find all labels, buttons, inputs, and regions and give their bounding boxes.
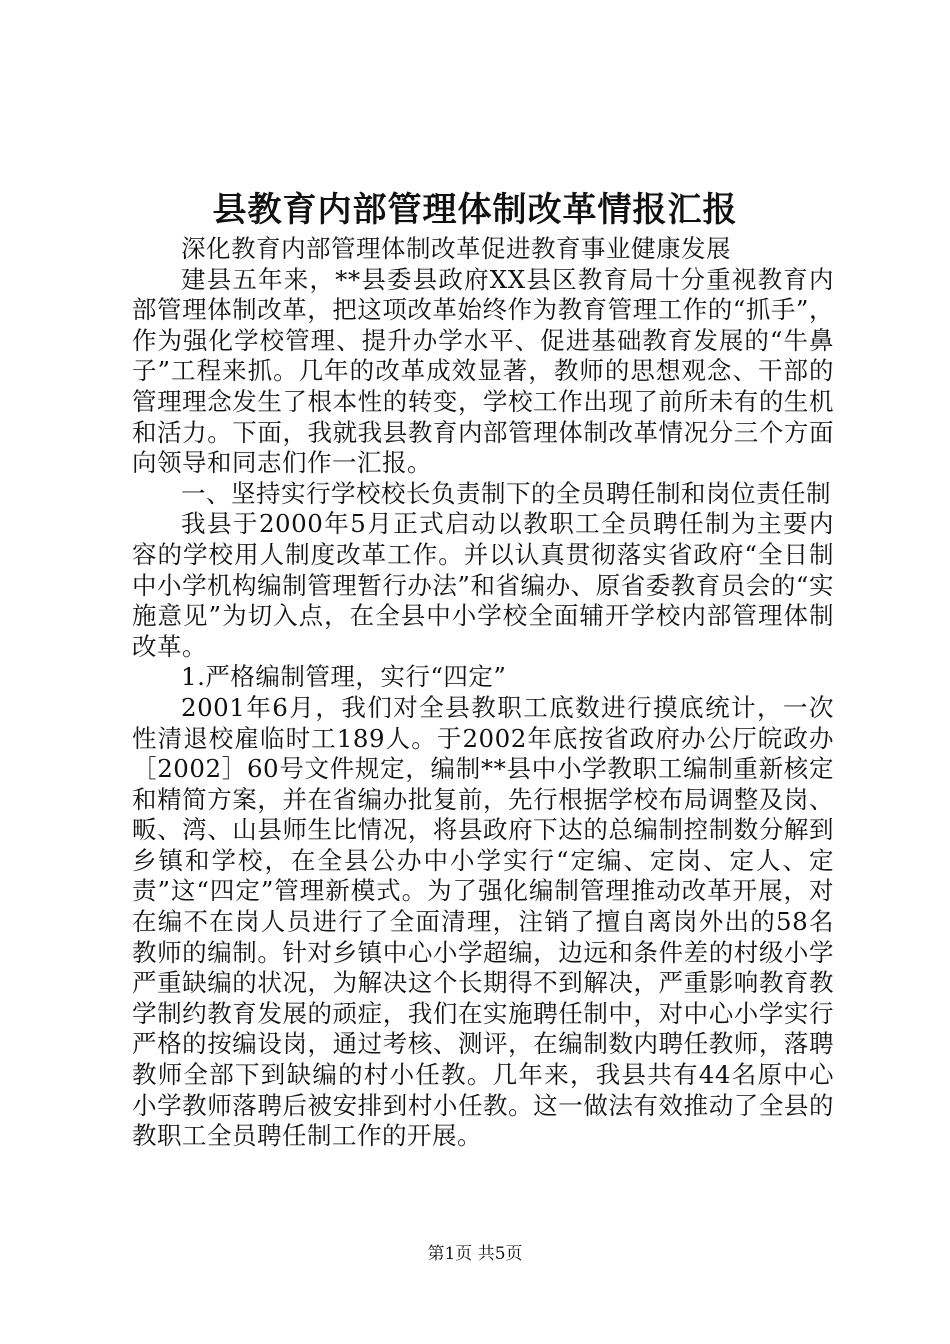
subtitle-paragraph: 深化教育内部管理体制改革促进教育事业健康发展 — [181, 234, 731, 263]
subsection-heading-1: 1.严格编制管理，实行“四定” — [181, 662, 507, 692]
page-number-footer: 第1页 共5页 — [427, 1244, 523, 1264]
document-body — [132, 234, 834, 1152]
intro-paragraph: 建县五年来，**县委县政府XX县区教育局十分重视教育内部管理体制改革，把这项改革始终作为教育管理工作的“抓手”，作为强化学校管理、提升办学水平、促进基础教育发展的“牛鼻子”工程来抓。几年的改革成效显著，教师的思想观念、干部的管理理念发生了根本性的转变，学校工作出现了前所未有的生机和活力。下面，我就我县教育内部管理体制改革情况分三个方面向领导和同志们作一汇报。 — [132, 264, 834, 478]
subsection-1-paragraph: 2001年6月，我们对全县教职工底数进行摸底统计，一次性清退校雇临时工189人。于2002年底按省政府办公厅皖政办［2002］60号文件规定，编制**县中小学教职工编制重新核定和精简方案，并在省编办批复前，先行根据学校布局调整及岗、畈、湾、山县师生比情况，将县政府下达的总编制控制数分解到乡镇和学校，在全县公办中小学实行“定编、定岗、定人、定责”这“四定”管理新模式。为了强化编制管理推动改革开展，对在编不在岗人员进行了全面清理，注销了擅自离岗外出的58名教师的编制。针对乡镇中心小学超编，边远和条件差的村级小学严重缺编的状况，为解决这个长期得不到解决，严重影响教育教学制约教育发展的顽症，我们在实施聘任制中，对中心小学实行严格的按编设岗，通过考核、测评，在编制数内聘任教师，落聘教师全部下到缺编的村小任教。几年来，我县共有44名原中心小学教师落聘后被安排到村小任教。这一做法有效推动了全县的教职工全员聘任制工作的开展。 — [132, 692, 834, 1151]
section-heading-1: 一、坚持实行学校校长负责制下的全员聘任制和岗位责任制 — [181, 478, 831, 508]
section-1-paragraph: 我县于2000年5月正式启动以教职工全员聘任制为主要内容的学校用人制度改革工作。并以认真贯彻落实省政府“全日制中小学机构编制管理暂行办法”和省编办、原省委教育员会的“实施意见”为切入点，在全县中小学校全面辅开学校内部管理体制改革。 — [132, 509, 834, 661]
document-title: 县教育内部管理体制改革情报汇报 — [212, 190, 738, 230]
